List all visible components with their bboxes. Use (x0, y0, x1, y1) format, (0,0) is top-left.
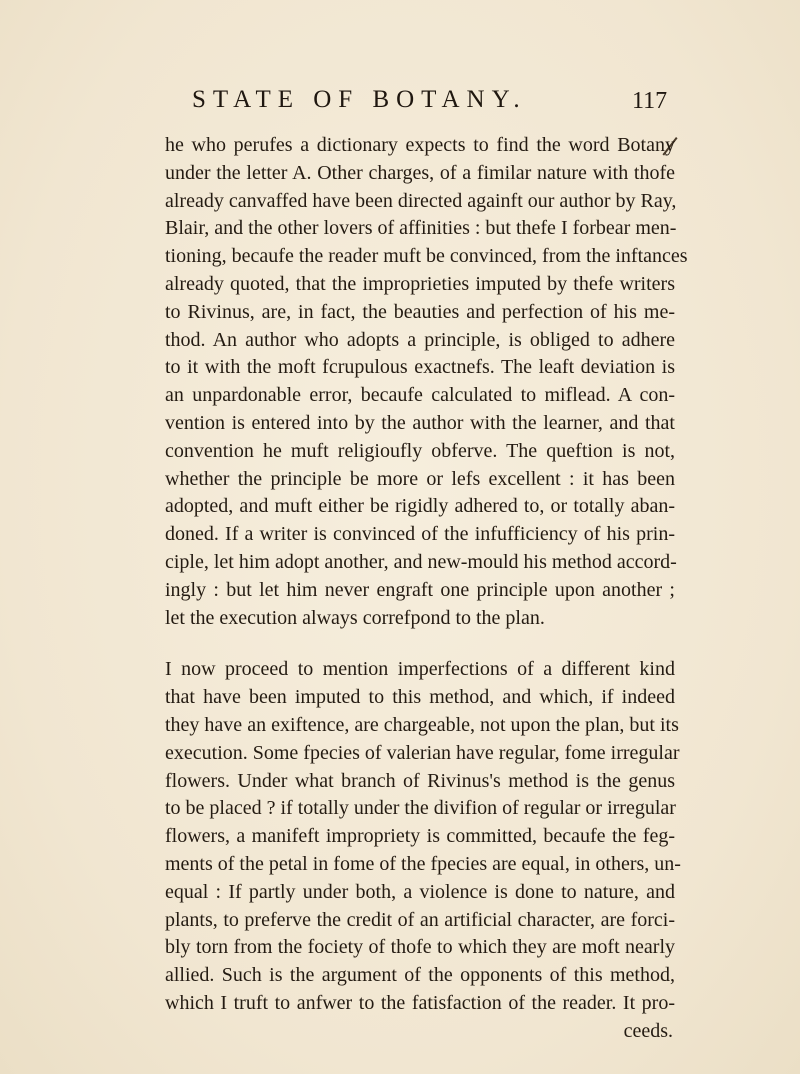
text-line: ingly : but let him never engraft one principle upon another ; (165, 578, 675, 601)
text-line: already canvaffed have been directed againft our author by Ray, (165, 189, 677, 212)
page-header (0, 86, 800, 126)
text-line: an unpardonable error, becaufe calculated to miflead. A con- (165, 384, 675, 407)
paragraph-gap (165, 632, 675, 656)
body-text (165, 132, 688, 1046)
paragraph-2 (165, 656, 681, 1017)
text-line: ciple, let him adopt another, and new-mould his method accord- (165, 550, 677, 573)
text-line: thod. An author who adopts a principle, is obliged to adhere (165, 328, 675, 351)
text-line: I now proceed to mention imperfections of a different kind (165, 658, 675, 681)
page-number: 117 (632, 88, 668, 114)
text-line: tioning, becaufe the reader muft be convinced, from the inftances (165, 245, 688, 268)
text-line: whether the principle be more or lefs excellent : it has been (165, 467, 675, 490)
text-line: convention he muft religioufly obferve. The queftion is not, (165, 439, 675, 462)
running-title: STATE OF BOTANY. (192, 86, 527, 113)
text-line: vention is entered into by the author with the learner, and that (165, 411, 675, 434)
text-line: let the execution always correfpond to the plan. (165, 606, 545, 629)
catchword: ceeds. (623, 1019, 673, 1042)
text-line: flowers. Under what branch of Rivinus's method is the genus (165, 769, 675, 792)
text-line: doned. If a writer is convinced of the infufficiency of his prin- (165, 523, 675, 546)
text-line: already quoted, that the improprieties imputed by thefe writers (165, 272, 675, 295)
text-line: equal : If partly under both, a violence is done to nature, and (165, 880, 675, 903)
text-line: to be placed ? if totally under the divifion of regular or irregular (165, 797, 676, 820)
text-line: allied. Such is the argument of the opponents of this method, (165, 964, 675, 987)
text-line: he who perufes a dictionary expects to find the word Botany (165, 134, 675, 156)
text-line: execution. Some fpecies of valerian have regular, fome irregular (165, 741, 680, 764)
text-line: ments of the petal in fome of the fpecies are equal, in others, un- (165, 852, 681, 875)
text-line: they have an exiftence, are chargeable, not upon the plan, but its (165, 713, 679, 736)
paragraph-1 (165, 132, 688, 632)
text-line: to Rivinus, are, in fact, the beauties and perfection of his me- (165, 300, 675, 323)
text-line: bly torn from the fociety of thofe to which they are moft nearly (165, 936, 675, 959)
text-line: plants, to preferve the credit of an artificial character, are forci- (165, 908, 675, 931)
text-line: adopted, and muft either be rigidly adhered to, or totally aban- (165, 495, 675, 518)
text-line: flowers, a manifeft impropriety is committed, becaufe the feg- (165, 825, 675, 848)
text-line: that have been imputed to this method, and which, if indeed (165, 686, 675, 709)
text-line: to it with the moft fcrupulous exactnefs. The leaft deviation is (165, 356, 675, 379)
text-line: which I truft to anfwer to the fatisfaction of the reader. It pro- (165, 991, 675, 1014)
text-line: Blair, and the other lovers of affinities : but thefe I forbear men- (165, 217, 677, 240)
text-line: under the letter A. Other charges, of a fimilar nature with thofe (165, 161, 675, 184)
